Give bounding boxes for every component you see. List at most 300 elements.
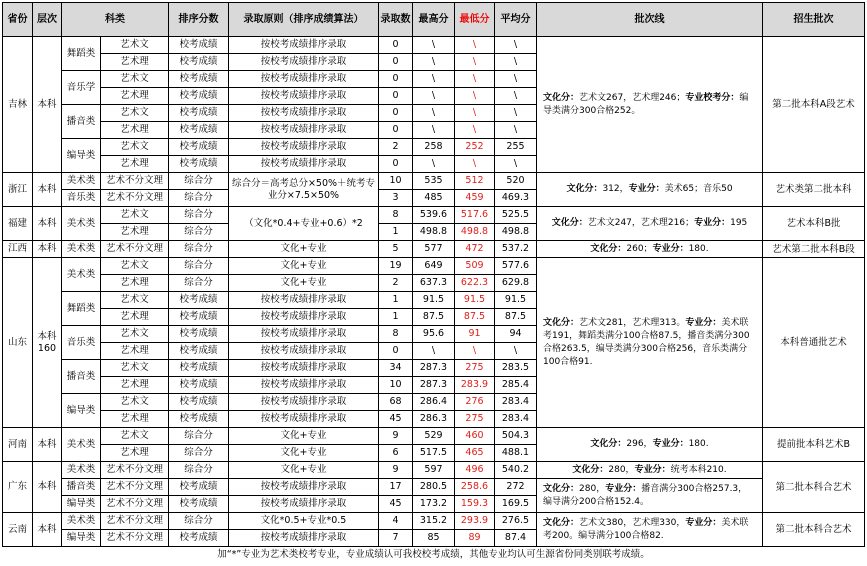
province-shandong: 山东	[3, 258, 33, 428]
avg-cell: 520	[495, 173, 537, 190]
sort-cell: 综合分	[169, 445, 229, 462]
sort-cell: 校考成绩	[169, 292, 229, 309]
subject-cell: 艺术文	[101, 139, 169, 156]
header-avg: 平均分	[495, 3, 537, 37]
min-cell: 87.5	[455, 309, 495, 326]
batch-line-label: 文化分：	[590, 243, 627, 254]
province-jiangxi: 江西	[3, 241, 33, 258]
province-fujian: 福建	[3, 207, 33, 241]
batch-line-label: 文化分：	[590, 439, 627, 449]
batch-line-text: 296，	[626, 439, 653, 449]
count-cell: 0	[379, 156, 413, 173]
rule-cell: 综合分＝高考总分×50%＋统考专业分×7.5×50%	[229, 173, 379, 207]
rule-cell: 文化+专业	[229, 428, 379, 445]
max-cell: 95.6	[413, 326, 455, 343]
min-cell: 498.8	[455, 224, 495, 241]
header-sort-score: 排序分数	[169, 3, 229, 37]
batch-line-label: 专业分：	[652, 243, 689, 254]
level-cell: 本科	[33, 241, 62, 258]
min-cell: \	[455, 343, 495, 360]
batch-line-label: 专业分：	[694, 218, 731, 228]
rule-cell: 文化+专业	[229, 275, 379, 292]
rule-cell: 按校考成绩排序录取	[229, 309, 379, 326]
avg-cell: 525.5	[495, 207, 537, 224]
avg-cell: \	[495, 105, 537, 122]
max-cell: 315.2	[413, 513, 455, 530]
batch-line-label: 文化分：	[572, 464, 609, 475]
batch-line-text: 美术65；音乐50	[664, 184, 733, 194]
subject-cell: 艺术不分文理	[101, 173, 169, 190]
rule-cell: 按校考成绩排序录取	[229, 292, 379, 309]
rule-cell: 按校考成绩排序录取	[229, 377, 379, 394]
subject-cell: 艺术文	[101, 207, 169, 224]
subject-cell: 艺术文	[101, 105, 169, 122]
subject-cell: 艺术文	[101, 394, 169, 411]
sort-cell: 校考成绩	[169, 309, 229, 326]
min-cell: 622.3	[455, 275, 495, 292]
subject-cell: 艺术文	[101, 258, 169, 275]
table-row	[3, 207, 865, 224]
max-cell: \	[413, 343, 455, 360]
batch-line-text: 美术联考200。编导满分100合格82.	[543, 517, 749, 541]
enroll-batch-jilin: 第二批本科A段艺术	[763, 37, 865, 173]
subject-cell: 艺术文	[101, 326, 169, 343]
sort-cell: 校考成绩	[169, 377, 229, 394]
count-cell: 8	[379, 326, 413, 343]
category-cell: 音乐类	[62, 190, 101, 207]
rule-cell: （文化*0.4+专业+0.6）*2	[229, 207, 379, 241]
max-cell: 280.5	[413, 479, 455, 496]
category-cell: 美术类	[62, 173, 101, 190]
rule-cell: 按校考成绩排序录取	[229, 530, 379, 547]
avg-cell: \	[495, 37, 537, 54]
max-cell: 517.5	[413, 445, 455, 462]
rule-cell: 按校考成绩排序录取	[229, 71, 379, 88]
avg-cell: 283.5	[495, 360, 537, 377]
max-cell: 173.2	[413, 496, 455, 513]
rule-cell: 按校考成绩排序录取	[229, 105, 379, 122]
rule-cell: 文化+专业	[229, 445, 379, 462]
avg-cell: 272	[495, 479, 537, 496]
batch-line-yunnan	[537, 513, 763, 547]
subject-cell: 艺术文	[101, 71, 169, 88]
count-cell: 0	[379, 105, 413, 122]
count-cell: 1	[379, 224, 413, 241]
sort-cell: 校考成绩	[169, 105, 229, 122]
avg-cell: 537.2	[495, 241, 537, 258]
rule-cell: 按校考成绩排序录取	[229, 411, 379, 428]
sort-cell: 综合分	[169, 207, 229, 224]
min-cell: 275	[455, 411, 495, 428]
batch-line-text: 艺术文281，艺术理313。	[579, 317, 686, 328]
subject-cell: 艺术理	[101, 224, 169, 241]
count-cell: 0	[379, 343, 413, 360]
batch-line-jiangxi	[537, 241, 763, 258]
batch-line-text: 艺术文380，艺术理330，	[579, 517, 686, 528]
min-cell: 91	[455, 326, 495, 343]
batch-line-label: 文化分：	[543, 317, 580, 328]
subject-cell: 艺术理	[101, 377, 169, 394]
count-cell: 3	[379, 190, 413, 207]
batch-line-text: 编导类满分300合格252。	[543, 92, 749, 116]
enroll-batch-zhejiang: 艺术类第二批本科	[763, 173, 865, 207]
min-cell: \	[455, 122, 495, 139]
avg-cell: \	[495, 122, 537, 139]
min-cell: 89	[455, 530, 495, 547]
category-cell: 美术类	[62, 241, 101, 258]
max-cell: 597	[413, 462, 455, 479]
max-cell: \	[413, 54, 455, 71]
sort-cell: 校考成绩	[169, 326, 229, 343]
min-cell: 517.6	[455, 207, 495, 224]
batch-line-text: 280，	[579, 483, 606, 494]
header-enroll-batch: 招生批次	[763, 3, 865, 37]
province-zhejiang: 浙江	[3, 173, 33, 207]
avg-cell: \	[495, 156, 537, 173]
sort-cell: 校考成绩	[169, 411, 229, 428]
sort-cell: 校考成绩	[169, 88, 229, 105]
batch-line-label: 专业分：	[628, 184, 665, 194]
count-cell: 8	[379, 207, 413, 224]
enroll-batch-yunnan: 第二批本科合艺术	[763, 513, 865, 547]
avg-cell: 283.4	[495, 411, 537, 428]
subject-cell: 艺术文	[101, 37, 169, 54]
level-cell: 本科	[33, 173, 62, 207]
batch-line-text: 统考本科210.	[670, 464, 727, 475]
min-cell: 275	[455, 360, 495, 377]
category-cell: 编导类	[62, 496, 101, 513]
sort-cell: 综合分	[169, 241, 229, 258]
batch-line-shandong	[537, 258, 763, 428]
count-cell: 0	[379, 54, 413, 71]
min-cell: 283.9	[455, 377, 495, 394]
table-row	[3, 513, 865, 530]
count-cell: 68	[379, 394, 413, 411]
category-cell: 编导类	[62, 139, 101, 173]
subject-cell: 艺术文	[101, 292, 169, 309]
avg-cell: 577.6	[495, 258, 537, 275]
batch-line-label: 文化分：	[543, 483, 580, 494]
min-cell: \	[455, 37, 495, 54]
sort-cell: 校考成绩	[169, 156, 229, 173]
count-cell: 45	[379, 496, 413, 513]
enroll-batch-henan: 提前批本科艺术B	[763, 428, 865, 462]
subject-cell: 艺术不分文理	[101, 190, 169, 207]
count-cell: 0	[379, 122, 413, 139]
count-cell: 10	[379, 377, 413, 394]
table-row	[3, 241, 865, 258]
category-cell: 播音类	[62, 360, 101, 394]
subject-cell: 艺术理	[101, 54, 169, 71]
admission-table	[2, 2, 865, 547]
subject-cell: 艺术理	[101, 275, 169, 292]
max-cell: 287.3	[413, 377, 455, 394]
header-max: 最高分	[413, 3, 455, 37]
category-cell: 美术类	[62, 513, 101, 530]
batch-line-fujian	[537, 207, 763, 241]
max-cell: \	[413, 71, 455, 88]
subject-cell: 艺术理	[101, 122, 169, 139]
batch-line-label: 专业分：	[685, 517, 722, 528]
rule-cell: 按校考成绩排序录取	[229, 343, 379, 360]
max-cell: \	[413, 156, 455, 173]
rule-cell: 按校考成绩排序录取	[229, 54, 379, 71]
batch-line-label: 专业分：	[652, 439, 689, 449]
sort-cell: 综合分	[169, 173, 229, 190]
batch-line-text: 播音满分300合格257.3，编导满分200合格152.4。	[543, 483, 748, 507]
sort-cell: 综合分	[169, 275, 229, 292]
batch-line-label: 文化分：	[543, 92, 580, 103]
batch-line-zhejiang	[537, 173, 763, 207]
avg-cell: 469.3	[495, 190, 537, 207]
avg-cell: 488.1	[495, 445, 537, 462]
count-cell: 10	[379, 173, 413, 190]
subject-cell: 艺术理	[101, 411, 169, 428]
sort-cell: 校考成绩	[169, 530, 229, 547]
count-cell: 45	[379, 411, 413, 428]
avg-cell: \	[495, 54, 537, 71]
avg-cell: 504.3	[495, 428, 537, 445]
rule-cell: 按校考成绩排序录取	[229, 122, 379, 139]
sort-cell: 综合分	[169, 258, 229, 275]
count-cell: 34	[379, 360, 413, 377]
batch-line-jilin	[537, 37, 763, 173]
province-yunnan: 云南	[3, 513, 33, 547]
avg-cell: 285.4	[495, 377, 537, 394]
batch-line-guangdong-1	[537, 462, 763, 479]
max-cell: 535	[413, 173, 455, 190]
table-row	[3, 173, 865, 190]
level-cell: 本科	[33, 513, 62, 547]
sort-cell: 校考成绩	[169, 54, 229, 71]
level-cell: 本科	[33, 37, 62, 173]
max-cell: 286.4	[413, 394, 455, 411]
subject-cell: 艺术理	[101, 156, 169, 173]
avg-cell: 87.4	[495, 530, 537, 547]
count-cell: 4	[379, 513, 413, 530]
rule-cell: 按校考成绩排序录取	[229, 139, 379, 156]
sort-cell: 校考成绩	[169, 479, 229, 496]
min-cell: 460	[455, 428, 495, 445]
max-cell: 529	[413, 428, 455, 445]
sort-cell: 校考成绩	[169, 496, 229, 513]
subject-cell: 艺术理	[101, 343, 169, 360]
min-cell: \	[455, 88, 495, 105]
batch-line-text: 260；	[626, 243, 653, 254]
batch-line-label: 专业分：	[685, 317, 722, 328]
count-cell: 5	[379, 241, 413, 258]
count-cell: 7	[379, 530, 413, 547]
province-jilin: 吉林	[3, 37, 33, 173]
category-cell: 音乐学	[62, 71, 101, 105]
subject-cell: 艺术不分文理	[101, 530, 169, 547]
min-cell: 276	[455, 394, 495, 411]
max-cell: 637.3	[413, 275, 455, 292]
min-cell: 252	[455, 139, 495, 156]
sort-cell: 校考成绩	[169, 139, 229, 156]
avg-cell: 283.4	[495, 394, 537, 411]
table-row	[3, 462, 865, 479]
province-henan: 河南	[3, 428, 33, 462]
avg-cell: 629.8	[495, 275, 537, 292]
avg-cell: 276.5	[495, 513, 537, 530]
min-cell: 465	[455, 445, 495, 462]
sort-cell: 校考成绩	[169, 394, 229, 411]
count-cell: 1	[379, 292, 413, 309]
avg-cell: 169.5	[495, 496, 537, 513]
sort-cell: 综合分	[169, 428, 229, 445]
header-category: 科类	[62, 3, 169, 37]
sort-cell: 校考成绩	[169, 360, 229, 377]
min-cell: 472	[455, 241, 495, 258]
rule-cell: 按校考成绩排序录取	[229, 360, 379, 377]
count-cell: 0	[379, 71, 413, 88]
subject-cell: 艺术文	[101, 428, 169, 445]
min-cell: \	[455, 54, 495, 71]
min-cell: 496	[455, 462, 495, 479]
table-row	[3, 37, 865, 54]
category-cell: 音乐类	[62, 326, 101, 360]
province-guangdong: 广东	[3, 462, 33, 513]
batch-line-label: 文化分：	[551, 218, 588, 228]
category-cell: 播音类	[62, 479, 101, 496]
sort-cell: 校考成绩	[169, 37, 229, 54]
header-min: 最低分	[455, 3, 495, 37]
batch-line-text: 280，	[608, 464, 635, 475]
subject-cell: 艺术理	[101, 309, 169, 326]
rule-cell: 按校考成绩排序录取	[229, 156, 379, 173]
avg-cell: \	[495, 343, 537, 360]
category-cell: 编导类	[62, 530, 101, 547]
category-cell: 播音类	[62, 105, 101, 139]
avg-cell: 94	[495, 326, 537, 343]
enroll-batch-fujian: 艺术本科B批	[763, 207, 865, 241]
subject-cell: 艺术不分文理	[101, 241, 169, 258]
subject-cell: 艺术不分文理	[101, 513, 169, 530]
header-row	[3, 3, 865, 37]
max-cell: 287.3	[413, 360, 455, 377]
subject-cell: 艺术文	[101, 360, 169, 377]
table-row	[3, 479, 865, 496]
rule-cell: 按校考成绩排序录取	[229, 37, 379, 54]
batch-line-text: 312，	[602, 184, 629, 194]
count-cell: 0	[379, 88, 413, 105]
min-cell: 258.6	[455, 479, 495, 496]
sort-cell: 综合分	[169, 462, 229, 479]
rule-cell: 按校考成绩排序录取	[229, 394, 379, 411]
max-cell: 485	[413, 190, 455, 207]
batch-line-text: 195	[730, 218, 748, 228]
max-cell: 498.8	[413, 224, 455, 241]
avg-cell: \	[495, 71, 537, 88]
avg-cell: 540.2	[495, 462, 537, 479]
header-batch-line: 批次线	[537, 3, 763, 37]
sort-cell: 综合分	[169, 513, 229, 530]
table-row	[3, 428, 865, 445]
rule-cell: 按校考成绩排序录取	[229, 479, 379, 496]
sort-cell: 校考成绩	[169, 343, 229, 360]
level-cell: 本科160	[33, 258, 62, 428]
rule-cell: 按校考成绩排序录取	[229, 496, 379, 513]
batch-line-text: 180.	[688, 439, 709, 449]
max-cell: \	[413, 122, 455, 139]
header-province: 省份	[3, 3, 33, 37]
count-cell: 9	[379, 462, 413, 479]
avg-cell: 255	[495, 139, 537, 156]
max-cell: 539.6	[413, 207, 455, 224]
count-cell: 17	[379, 479, 413, 496]
min-cell: 459	[455, 190, 495, 207]
rule-cell: 文化+专业	[229, 258, 379, 275]
level-cell: 本科	[33, 462, 62, 513]
batch-line-label: 专业分：	[634, 464, 671, 475]
min-cell: 293.9	[455, 513, 495, 530]
subject-cell: 艺术不分文理	[101, 462, 169, 479]
max-cell: 649	[413, 258, 455, 275]
count-cell: 2	[379, 275, 413, 292]
rule-cell: 文化+专业	[229, 462, 379, 479]
category-cell: 美术类	[62, 258, 101, 292]
category-cell: 美术类	[62, 428, 101, 462]
enroll-batch-guangdong: 第二批本科合艺术	[763, 462, 865, 513]
avg-cell: \	[495, 88, 537, 105]
header-admitted: 录取数	[379, 3, 413, 37]
max-cell: 286.3	[413, 411, 455, 428]
subject-cell: 艺术不分文理	[101, 496, 169, 513]
min-cell: \	[455, 105, 495, 122]
sort-cell: 综合分	[169, 190, 229, 207]
max-cell: \	[413, 88, 455, 105]
sort-cell: 综合分	[169, 224, 229, 241]
batch-line-henan	[537, 428, 763, 462]
min-cell: 512	[455, 173, 495, 190]
max-cell: 577	[413, 241, 455, 258]
avg-cell: 91.5	[495, 292, 537, 309]
batch-line-label: 专业校考分：	[685, 92, 740, 103]
enroll-batch-jiangxi: 艺术第二批本科B段	[763, 241, 865, 258]
batch-line-guangdong-2	[537, 479, 763, 513]
avg-cell: 498.8	[495, 224, 537, 241]
count-cell: 0	[379, 37, 413, 54]
enroll-batch-shandong: 本科普通批艺术	[763, 258, 865, 428]
category-cell: 舞蹈类	[62, 37, 101, 71]
max-cell: 87.5	[413, 309, 455, 326]
subject-cell: 艺术不分文理	[101, 479, 169, 496]
header-level: 层次	[33, 3, 62, 37]
count-cell: 19	[379, 258, 413, 275]
batch-line-text: 180.	[688, 243, 709, 254]
max-cell: \	[413, 105, 455, 122]
min-cell: \	[455, 71, 495, 88]
sort-cell: 校考成绩	[169, 71, 229, 88]
category-cell: 美术类	[62, 207, 101, 241]
category-cell: 舞蹈类	[62, 292, 101, 326]
count-cell: 2	[379, 139, 413, 156]
batch-line-text: 艺术文247，艺术理216；	[587, 218, 695, 228]
count-cell: 9	[379, 428, 413, 445]
batch-line-label: 文化分：	[566, 184, 603, 194]
max-cell: 91.5	[413, 292, 455, 309]
min-cell: 159.3	[455, 496, 495, 513]
avg-cell: 87.5	[495, 309, 537, 326]
sort-cell: 校考成绩	[169, 122, 229, 139]
category-cell: 美术类	[62, 462, 101, 479]
footnote: 加“*”专业为艺术类校考专业，专业成绩认可我校校考成绩，其他专业均认可生源省份同类别联考成绩。	[217, 549, 650, 560]
rule-cell: 按校考成绩排序录取	[229, 88, 379, 105]
level-cell: 本科	[33, 428, 62, 462]
max-cell: \	[413, 37, 455, 54]
subject-cell: 艺术理	[101, 445, 169, 462]
